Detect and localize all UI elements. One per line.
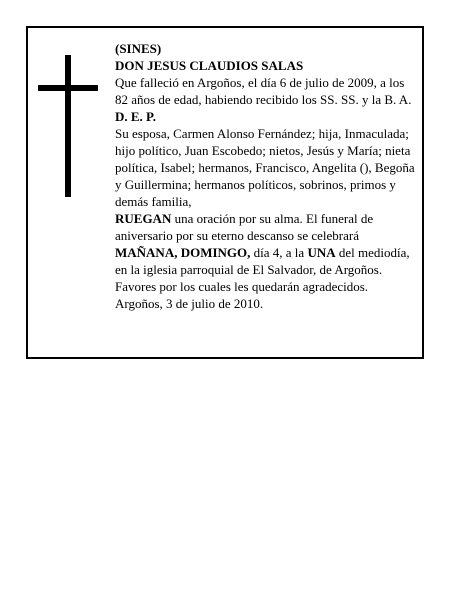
place-date: Argoños, 3 de julio de 2010. <box>115 296 264 311</box>
death-info: Que falleció en Argoños, el día 6 de julio de 2009, a los 82 años de edad, habiendo recibido los SS. SS. y la B. A. <box>115 75 412 107</box>
obituary-notice <box>26 26 424 359</box>
request-text-2: día 4, a la <box>250 245 308 260</box>
funeral-time: UNA <box>307 245 336 260</box>
latin-cross-icon <box>38 55 98 197</box>
request-text-3: del mediodía, en la iglesia parroquial de El Salvador, de Argoños. Favores por los cuales les quedarán agradecidos. <box>115 245 410 294</box>
request-text-1: una oración por su alma. El funeral de aniversario por su eterno descanso se celebrará <box>115 211 374 243</box>
funeral-request <box>115 210 418 295</box>
funeral-day: MAÑANA, DOMINGO, <box>115 245 251 260</box>
obituary-text <box>115 40 418 312</box>
request-verb: RUEGAN <box>115 211 172 226</box>
cross-horizontal-bar <box>38 85 98 91</box>
notice-heading: (SINES) <box>115 41 162 56</box>
dep-line: D. E. P. <box>115 109 157 124</box>
cross-vertical-bar <box>65 55 71 197</box>
deceased-name: DON JESUS CLAUDIOS SALAS <box>115 58 304 73</box>
family-list: Su esposa, Carmen Alonso Fernández; hija, Inmaculada; hijo político, Juan Escobedo; nietos, Jesús y María; nieta política, Isabel; hermanos, Francisco, Angelita (), Begoña y Guillermina; hermanos políticos, sobrinos, primos y demás familia, <box>115 126 415 209</box>
